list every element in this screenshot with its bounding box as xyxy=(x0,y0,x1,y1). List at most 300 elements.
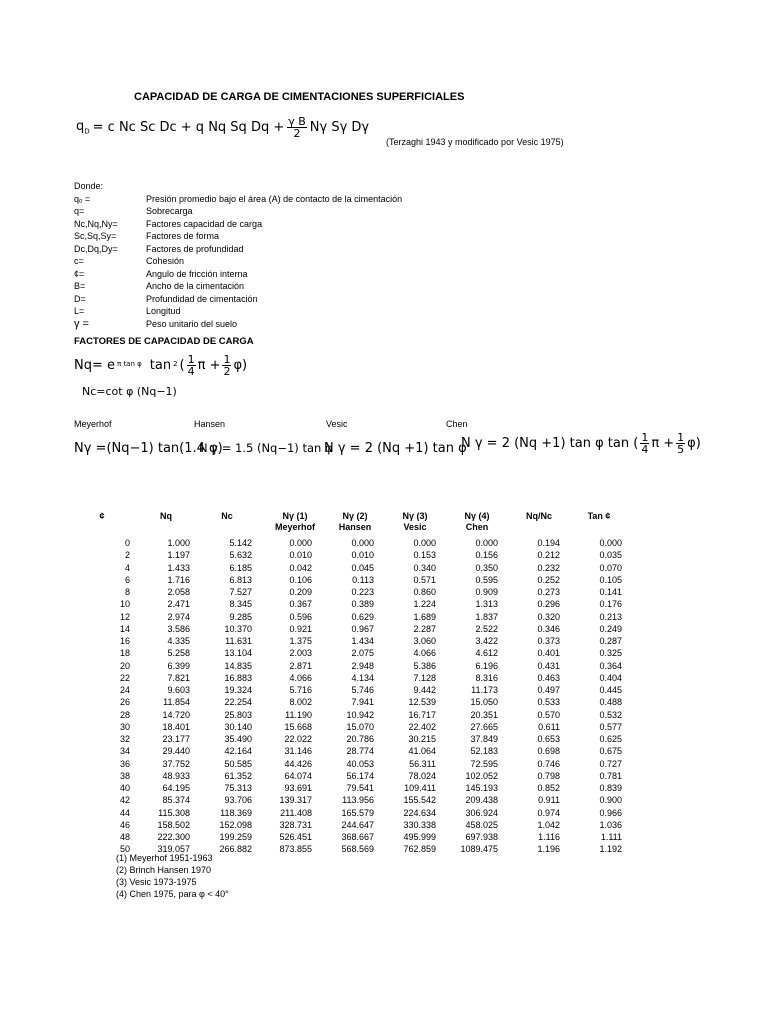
table-cell: 199.259 xyxy=(219,832,252,842)
table-cell: 1.716 xyxy=(167,574,190,585)
table-cell: 7.821 xyxy=(167,672,190,683)
table-cell: 18 xyxy=(119,648,130,659)
table-cell: 42.164 xyxy=(224,746,252,757)
chen-fraction: $\frac{1}{4}$ xyxy=(641,431,649,456)
table-cell: 1.000 xyxy=(167,538,190,548)
table-cell: 6 xyxy=(124,574,130,585)
footnotes xyxy=(116,852,229,900)
table-row xyxy=(84,721,622,733)
table-cell: 1.116 xyxy=(538,832,560,842)
table-header-ngamma-hansen: Nγ (2) Hansen xyxy=(338,511,372,532)
formula-fraction: $\frac{\text{γ B}}{2}$ xyxy=(288,115,306,140)
nc-formula: Nc=cot φ (Nq−1) xyxy=(82,385,177,398)
table-cell: 16.717 xyxy=(408,709,436,720)
table-row xyxy=(84,794,622,806)
section-title: FACTORES DE CAPACIDAD DE CARGA xyxy=(74,336,254,347)
table-cell: 19.324 xyxy=(224,685,252,695)
table-cell: 158.502 xyxy=(157,819,190,830)
table-cell: 37.752 xyxy=(162,758,190,769)
table-cell: 0.000 xyxy=(289,538,312,548)
table-cell: 0.156 xyxy=(475,550,498,561)
table-cell: 6.813 xyxy=(229,574,252,585)
table-cell: 2.948 xyxy=(351,660,374,671)
definition-row: qₒ = Presión promedio bajo el área (A) de contacto de la cimentación xyxy=(74,193,403,204)
table-cell: 5.716 xyxy=(289,685,312,695)
table-cell: 10.942 xyxy=(346,709,374,720)
table-header-nq-nc: Nq/Nc xyxy=(525,511,552,521)
table-row xyxy=(84,635,622,647)
formula-rhs-a: = c Nc Sc Dc + q Nq Sq Dq + xyxy=(92,120,285,135)
table-cell: 20.786 xyxy=(346,734,374,744)
table-cell: 26 xyxy=(119,697,130,708)
table-cell: 0.746 xyxy=(537,758,560,769)
ngamma-vesic-formula: N γ = 2 (Nq +1) tan φ xyxy=(324,441,467,456)
table-cell: 50.585 xyxy=(224,758,252,769)
table-cell: 16.883 xyxy=(224,672,252,683)
table-cell: 78.024 xyxy=(408,770,436,781)
table-cell: 109.411 xyxy=(404,783,436,793)
table-cell: 0.141 xyxy=(599,587,622,597)
table-cell: 0.900 xyxy=(599,795,622,806)
table-cell: 1.433 xyxy=(167,562,190,573)
table-cell: 30.140 xyxy=(224,721,252,732)
table-cell: 0.287 xyxy=(599,636,622,646)
table-cell: 0.860 xyxy=(413,587,436,597)
table-cell: 40 xyxy=(119,783,130,793)
table-cell: 44.426 xyxy=(284,758,312,769)
table-cell: 15.070 xyxy=(346,721,374,732)
table-cell: 0.320 xyxy=(537,611,560,622)
table-cell: 0.223 xyxy=(351,587,374,597)
table-cell: 50 xyxy=(119,844,130,855)
table-cell: 4.066 xyxy=(413,648,436,659)
table-row xyxy=(84,770,622,782)
table-cell: 495.999 xyxy=(403,832,436,842)
table-cell: 0.000 xyxy=(413,538,436,548)
formula-lhs: $q_D$ xyxy=(76,119,90,136)
table-cell: 306.924 xyxy=(465,807,498,818)
table-cell: 14.720 xyxy=(162,709,190,720)
table-cell: 5.142 xyxy=(229,538,252,548)
table-row xyxy=(84,745,622,757)
footnote: (1) Meyerhof 1951-1963 xyxy=(116,853,213,863)
table-cell: 72.595 xyxy=(470,758,498,769)
table-cell: 5.258 xyxy=(167,648,190,659)
ngamma-meyerhof-formula: Nγ =(Nq−1) tan(1.4 φ) xyxy=(74,441,223,456)
table-cell: 41.064 xyxy=(408,746,436,757)
table-cell: 38 xyxy=(119,770,130,781)
table-cell: 0.273 xyxy=(537,587,560,597)
table-cell: 0.070 xyxy=(599,562,622,573)
table-cell: 56.311 xyxy=(409,758,436,769)
table-cell: 102.052 xyxy=(465,770,498,781)
table-cell: 64.074 xyxy=(284,770,312,781)
table-cell: 2.003 xyxy=(289,648,312,659)
table-cell: 0.488 xyxy=(599,697,622,708)
table-cell: 1.434 xyxy=(351,636,374,646)
table-cell: 0.105 xyxy=(599,574,622,585)
definition-row: c= Cohesión xyxy=(74,256,185,266)
table-cell: 244.647 xyxy=(341,819,374,830)
footnote: (2) Brinch Hansen 1970 xyxy=(116,865,212,875)
author-vesic: Vesic xyxy=(326,419,348,429)
table-cell: 30 xyxy=(119,721,130,732)
table-cell: 46 xyxy=(119,819,130,830)
table-cell: 10 xyxy=(119,599,130,610)
table-cell: 8.345 xyxy=(229,599,252,610)
table-row xyxy=(84,782,622,794)
table-row xyxy=(84,696,622,708)
definition-row: Nc,Nq,Ny= Factores capacidad de carga xyxy=(74,218,263,229)
table-cell: 0.232 xyxy=(537,562,560,573)
author-meyerhof: Meyerhof xyxy=(74,419,112,429)
table-cell: 1.196 xyxy=(537,844,560,855)
table-cell: 0.839 xyxy=(599,783,622,793)
table-cell: 0.213 xyxy=(599,611,622,622)
table-cell: 0.346 xyxy=(537,623,560,634)
table-cell: 2.974 xyxy=(167,611,190,622)
table-cell: 18.401 xyxy=(162,721,190,732)
table-cell: 9.442 xyxy=(413,685,436,695)
table-cell: 6.185 xyxy=(229,562,252,573)
table-cell: 0.909 xyxy=(475,587,498,597)
table-cell: 0.176 xyxy=(599,599,622,610)
table-cell: 0.000 xyxy=(351,538,374,548)
footnote: (4) Chen 1975, para φ < 40° xyxy=(116,889,229,899)
table-cell: 0.325 xyxy=(599,648,622,659)
author-hansen: Hansen xyxy=(194,419,226,429)
table-cell: 3.060 xyxy=(413,636,436,646)
table-cell: 5.746 xyxy=(351,685,374,695)
table-cell: 0.798 xyxy=(537,770,560,781)
table-cell: 22 xyxy=(119,672,130,683)
table-cell: 14.835 xyxy=(224,660,252,671)
table-cell: 526.451 xyxy=(279,832,312,842)
table-cell: 0.401 xyxy=(537,648,560,659)
table-cell: 0.595 xyxy=(475,574,498,585)
table-cell: 3.422 xyxy=(475,636,498,646)
table-cell: 0.596 xyxy=(289,611,312,622)
table-cell: 0.532 xyxy=(599,709,622,720)
table-cell: 52.183 xyxy=(470,746,498,757)
table-cell: 0 xyxy=(124,538,130,548)
table-cell: 0.698 xyxy=(537,746,560,757)
table-cell: 0.611 xyxy=(538,721,560,732)
table-cell: 0.966 xyxy=(599,807,622,818)
table-cell: 0.373 xyxy=(537,636,560,646)
table-cell: 2.058 xyxy=(167,587,190,597)
table-row xyxy=(84,574,622,586)
table-cell: 0.533 xyxy=(537,697,560,708)
table-cell: 6.196 xyxy=(475,660,498,671)
table-cell: 64.195 xyxy=(162,783,190,793)
table-cell: 458.025 xyxy=(465,819,498,830)
nq-formula-exponent: π tan φ xyxy=(117,360,142,368)
nq-formula xyxy=(74,354,247,377)
table-cell: 328.731 xyxy=(279,819,312,830)
table-cell: 28.774 xyxy=(346,746,374,757)
footnote: (3) Vesic 1973-1975 xyxy=(116,877,197,887)
table-header-ngamma-meyerhof: Nγ (1) Meyerhof xyxy=(274,511,315,532)
table-cell: 22.022 xyxy=(284,734,312,744)
table-cell: 0.570 xyxy=(537,709,560,720)
table-cell: 85.374 xyxy=(162,795,190,806)
table-cell: 79.541 xyxy=(346,783,374,793)
table-cell: 1.042 xyxy=(537,819,560,830)
formula-reference: (Terzaghi 1943 y modificado por Vesic 1975) xyxy=(386,137,564,147)
ngamma-hansen-formula: N γ = 1.5 (Nq−1) tan φ xyxy=(199,441,333,455)
table-cell: 118.369 xyxy=(220,807,252,818)
table-cell: 0.445 xyxy=(599,685,622,695)
table-cell: 0.727 xyxy=(599,758,622,769)
table-cell: 35.490 xyxy=(224,734,252,744)
chen-formula-part: φ) xyxy=(687,436,701,451)
table-row xyxy=(84,598,622,610)
table-cell: 25.803 xyxy=(224,709,252,720)
table-cell: 9.285 xyxy=(229,611,252,622)
table-cell: 3.586 xyxy=(167,623,190,634)
table-cell: 36 xyxy=(119,758,130,769)
table-header-ngamma-vesic: Nγ (3) Vesic xyxy=(402,511,428,532)
table-cell: 12 xyxy=(119,611,130,622)
table-cell: 48 xyxy=(119,832,130,842)
table-cell: 0.625 xyxy=(599,734,622,744)
table-cell: 28 xyxy=(119,709,130,720)
chen-formula-part: N γ = 2 (Nq +1) tan φ tan ( xyxy=(461,436,639,451)
ngamma-chen-formula xyxy=(461,432,701,455)
table-cell: 4.134 xyxy=(351,672,374,683)
table-cell: 2.522 xyxy=(475,623,498,634)
table-cell: 0.653 xyxy=(537,734,560,744)
table-cell: 20 xyxy=(119,660,130,671)
table-cell: 22.402 xyxy=(408,721,436,732)
table-header-tan-phi: Tan ¢ xyxy=(587,511,611,521)
table-cell: 44 xyxy=(119,807,130,818)
table-cell: 48.933 xyxy=(162,770,190,781)
table-cell: 2 xyxy=(124,550,130,561)
table-cell: 0.209 xyxy=(289,587,312,597)
table-row xyxy=(84,647,622,659)
table-cell: 0.106 xyxy=(289,574,312,585)
table-cell: 368.667 xyxy=(341,832,374,842)
table-cell: 165.579 xyxy=(341,807,374,818)
author-chen: Chen xyxy=(446,419,468,429)
table-cell: 0.967 xyxy=(351,623,374,634)
table-cell: 330.338 xyxy=(403,819,436,830)
main-bearing-capacity-formula xyxy=(76,116,369,139)
table-cell: 0.212 xyxy=(537,550,560,561)
table-cell: 8.002 xyxy=(289,697,312,708)
table-cell: 1089.475 xyxy=(460,844,498,855)
table-cell: 0.364 xyxy=(599,660,622,671)
table-header-nq: Nq xyxy=(160,511,172,521)
table-row xyxy=(84,758,622,770)
table-cell: 37.849 xyxy=(470,734,498,744)
table-cell: 11.854 xyxy=(163,697,190,708)
table-cell: 1.192 xyxy=(599,844,622,855)
chen-formula-part: π + xyxy=(651,436,675,451)
definition-row: ¢= Angulo de fricción interna xyxy=(74,268,248,279)
table-header-nc: Nc xyxy=(221,511,233,521)
table-cell: 32 xyxy=(119,734,130,744)
table-cell: 0.042 xyxy=(289,562,312,573)
table-cell: 0.921 xyxy=(289,623,312,634)
table-cell: 0.194 xyxy=(537,538,560,548)
table-cell: 20.351 xyxy=(470,709,498,720)
table-row xyxy=(84,819,622,831)
table-cell: 4.612 xyxy=(475,648,498,659)
table-cell: 2.287 xyxy=(413,623,436,634)
table-cell: 0.340 xyxy=(413,562,436,573)
table-cell: 0.974 xyxy=(537,807,560,818)
table-cell: 1.837 xyxy=(475,611,498,622)
table-row xyxy=(84,562,622,574)
table-cell: 61.352 xyxy=(224,770,252,781)
table-cell: 224.634 xyxy=(403,807,436,818)
table-row xyxy=(84,831,622,843)
table-cell: 5.632 xyxy=(229,550,252,561)
table-cell: 0.252 xyxy=(537,574,560,585)
table-cell: 34 xyxy=(119,746,130,757)
table-cell: 1.111 xyxy=(600,832,622,842)
table-cell: 0.497 xyxy=(537,685,560,695)
table-header-ngamma-chen: Nγ (4) Chen xyxy=(464,511,490,532)
table-row xyxy=(84,684,622,696)
table-cell: 12.539 xyxy=(408,697,436,708)
table-cell: 14 xyxy=(119,623,130,634)
table-cell: 139.317 xyxy=(279,795,312,806)
table-cell: 0.675 xyxy=(599,746,622,757)
table-cell: 319.057 xyxy=(157,844,190,855)
table-cell: 1.036 xyxy=(599,819,622,830)
table-cell: 0.571 xyxy=(413,574,436,585)
table-cell: 23.177 xyxy=(162,734,190,744)
table-cell: 4.066 xyxy=(289,672,312,683)
table-cell: 13.104 xyxy=(224,648,252,659)
table-cell: 31.146 xyxy=(284,746,312,757)
table-cell: 0.153 xyxy=(413,550,436,561)
formula-rhs-b: Nγ Sγ Dγ xyxy=(309,120,370,135)
table-cell: 22.254 xyxy=(224,697,252,708)
table-cell: 15.668 xyxy=(284,721,312,732)
table-cell: 75.313 xyxy=(224,783,252,793)
table-cell: 4.335 xyxy=(167,636,190,646)
table-cell: 697.938 xyxy=(465,832,498,842)
table-cell: 2.471 xyxy=(167,599,190,610)
table-cell: 113.956 xyxy=(342,795,374,806)
table-cell: 11.190 xyxy=(285,709,312,720)
table-cell: 211.408 xyxy=(280,807,312,818)
table-cell: 0.010 xyxy=(351,550,374,561)
table-cell: 0.000 xyxy=(475,538,498,548)
definition-row: γ = Peso unitario del suelo xyxy=(74,317,238,330)
table-cell: 0.431 xyxy=(537,660,560,671)
nq-formula-part: Nq= e xyxy=(74,358,115,373)
table-cell: 11.173 xyxy=(471,685,498,695)
table-cell: 2.075 xyxy=(351,648,374,659)
table-cell: 209.438 xyxy=(465,795,498,806)
table-cell: 7.128 xyxy=(413,672,436,683)
table-row xyxy=(84,660,622,672)
table-cell: 145.193 xyxy=(465,783,498,793)
definitions-block xyxy=(74,180,402,330)
table-cell: 1.197 xyxy=(167,550,190,561)
nq-formula-part: tan xyxy=(149,358,172,373)
table-cell: 0.781 xyxy=(599,770,622,781)
nq-formula-part: φ) xyxy=(233,358,248,373)
table-cell: 0.113 xyxy=(352,574,374,585)
table-row xyxy=(84,537,622,549)
definition-row: q= Sobrecarga xyxy=(74,206,193,216)
table-header-phi: ¢ xyxy=(99,511,105,521)
table-cell: 56.174 xyxy=(346,770,374,781)
table-cell: 0.249 xyxy=(599,623,622,634)
table-row xyxy=(84,807,622,819)
table-row xyxy=(84,709,622,721)
definition-row: Dc,Dq,Dy= Factores de profundidad xyxy=(74,243,244,254)
table-cell: 0.035 xyxy=(599,550,622,561)
table-cell: 1.689 xyxy=(413,611,436,622)
page-title: CAPACIDAD DE CARGA DE CIMENTACIONES SUPERFICIALES xyxy=(134,91,465,103)
table-cell: 10.370 xyxy=(224,623,252,634)
table-row xyxy=(84,623,622,635)
table-row xyxy=(84,586,622,598)
table-cell: 266.882 xyxy=(219,844,252,855)
bearing-capacity-table xyxy=(84,537,622,856)
table-cell: 8 xyxy=(124,587,130,597)
table-cell: 0.000 xyxy=(599,538,622,548)
table-row xyxy=(84,733,622,745)
table-cell: 16 xyxy=(119,636,130,646)
table-cell: 7.527 xyxy=(229,587,252,597)
table-cell: 11.631 xyxy=(225,636,252,646)
table-cell: 30.215 xyxy=(408,734,436,744)
definition-row: L= Longitud xyxy=(74,306,181,316)
table-cell: 0.010 xyxy=(289,550,312,561)
table-cell: 1.313 xyxy=(475,599,498,610)
table-cell: 873.855 xyxy=(279,844,312,855)
table-cell: 0.045 xyxy=(351,562,374,573)
table-cell: 42 xyxy=(119,795,130,806)
nq-formula-part: ( xyxy=(179,358,185,373)
table-cell: 2.871 xyxy=(289,660,312,671)
table-cell: 8.316 xyxy=(475,672,498,683)
definition-row: B= Ancho de la cimentación xyxy=(74,281,245,291)
table-row xyxy=(84,549,622,561)
table-cell: 0.463 xyxy=(537,672,560,683)
table-cell: 40.053 xyxy=(346,758,374,769)
table-cell: 115.308 xyxy=(158,807,190,818)
table-cell: 0.911 xyxy=(538,795,560,806)
table-cell: 0.350 xyxy=(475,562,498,573)
table-cell: 1.224 xyxy=(413,599,436,610)
table-cell: 6.399 xyxy=(167,660,190,671)
table-cell: 152.098 xyxy=(219,819,252,830)
nq-fraction: $\frac{1}{2}$ xyxy=(223,353,231,378)
table-cell: 0.389 xyxy=(351,599,374,610)
table-cell: 568.569 xyxy=(341,844,374,855)
table-cell: 0.296 xyxy=(537,599,560,610)
table-cell: 0.404 xyxy=(599,672,622,683)
table-cell: 15.050 xyxy=(470,697,498,708)
table-cell: 1.375 xyxy=(289,636,312,646)
table-cell: 93.706 xyxy=(224,795,252,806)
table-cell: 7.941 xyxy=(351,697,374,708)
definition-row: D= Profundidad de cimentación xyxy=(74,293,258,304)
donde-label: Donde: xyxy=(74,181,104,191)
table-cell: 29.440 xyxy=(162,746,190,757)
table-cell: 762.859 xyxy=(403,844,436,855)
